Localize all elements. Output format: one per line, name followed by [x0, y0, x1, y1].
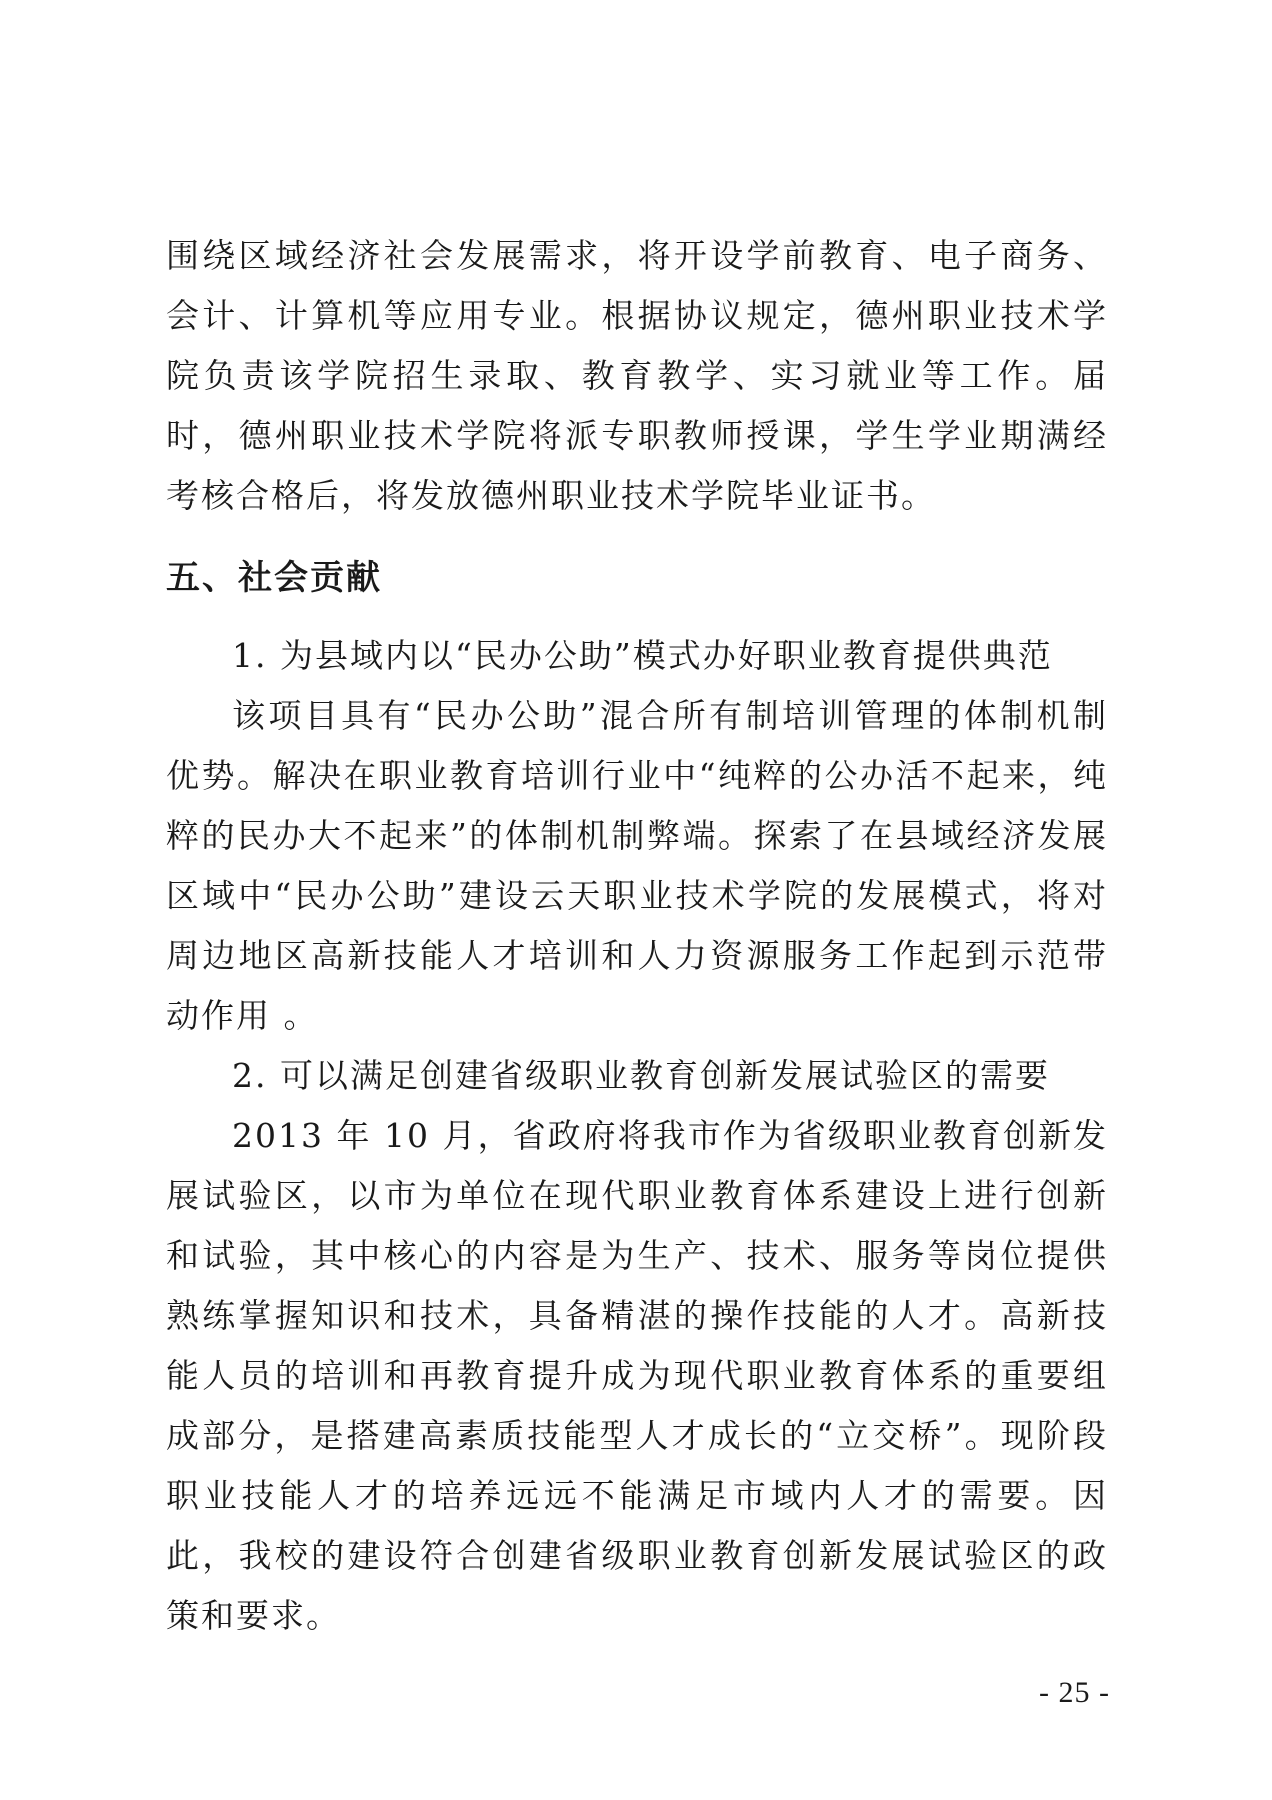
subsection-body-2: 2013 年 10 月，省政府将我市作为省级职业教育创新发展试验区，以市为单位在现代职业教育体系建设上进行创新和试验，其中核心的内容是为生产、技术、服务等岗位提供熟练掌握知识和技术，具备精湛的操作技能的人才。高新技能人员的培训和再教育提升成为现代职业教育体系的重要组成部分，是搭建高素质技能型人才成长的“立交桥”。现阶段职业技能人才的培养远远不能满足市域内人才的需要。因此，我校的建设符合创建省级职业教育创新发展试验区的政策和要求。 — [166, 1116, 1108, 1635]
subsection-body-1: 该项目具有“民办公助”混合所有制培训管理的体制机制优势。解决在职业教育培训行业中“纯粹的公办活不起来，纯粹的民办大不起来”的体制机制弊端。探索了在县域经济发展区域中“民办公助”建设云天职业技术学院的发展模式，将对周边地区高新技能人才培训和人力资源服务工作起到示范带动作用 。 — [166, 696, 1108, 1035]
section-heading-social-contribution: 五、社会贡献 — [166, 558, 382, 598]
page-content — [166, 226, 1108, 1646]
subsection-title-2: 2. 可以满足创建省级职业教育创新发展试验区的需要 — [232, 1056, 1050, 1095]
subsection-title-1: 1. 为县域内以“民办公助”模式办好职业教育提供典范 — [232, 636, 1053, 675]
intro-paragraph: 围绕区域经济社会发展需求，将开设学前教育、电子商务、会计、计算机等应用专业。根据协议规定，德州职业技术学院负责该学院招生录取、教育教学、实习就业等工作。届时，德州职业技术学院将派专职教师授课，学生学业期满经考核合格后，将发放德州职业技术学院毕业证书。 — [166, 236, 1108, 515]
page-number: - 25 - — [1039, 1676, 1110, 1709]
